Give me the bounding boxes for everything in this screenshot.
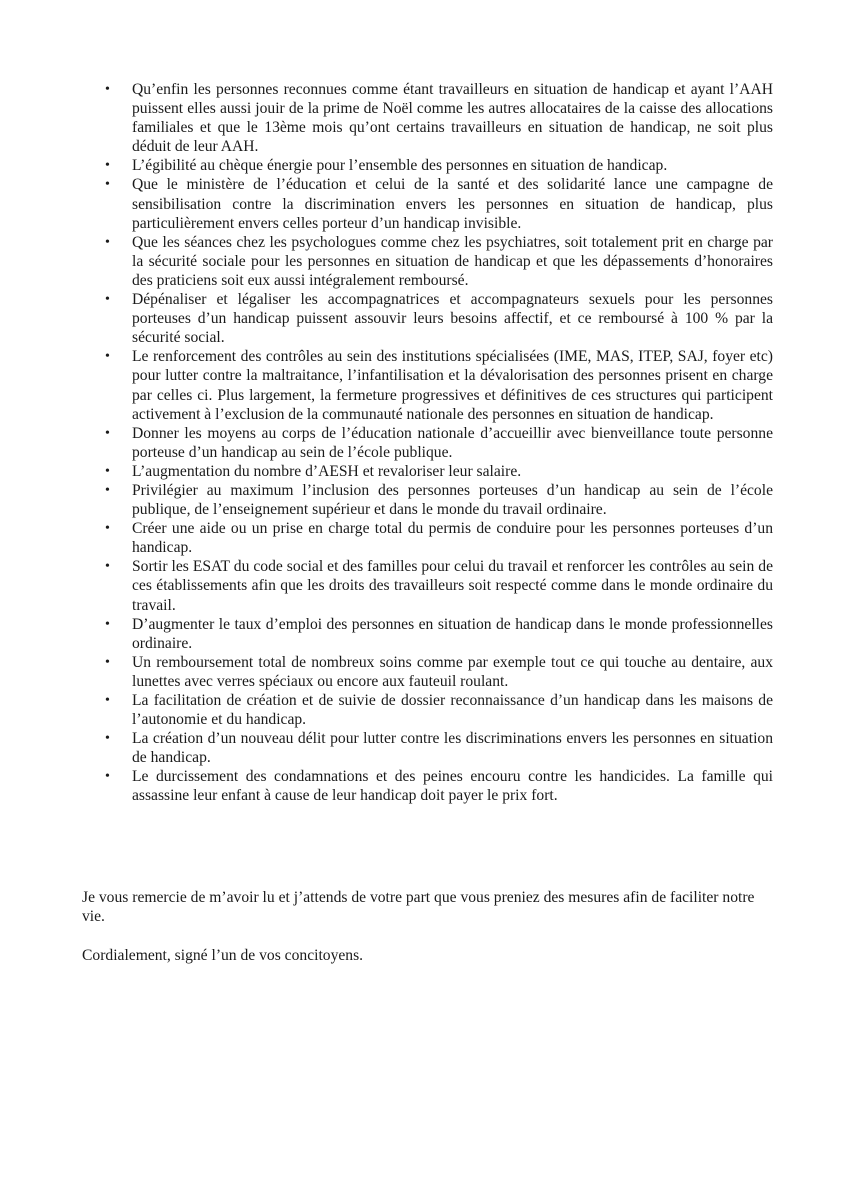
list-item-text: Que les séances chez les psychologues comme chez les psychiatres, soit totalement prit en charge par la sécurité sociale pour les personnes en situation de handicap et que les dépassements d’honoraires des praticiens soit eux aussi intégralement remboursé. (132, 233, 773, 289)
bullet-icon: • (105, 177, 110, 193)
list-item-text: Qu’enfin les personnes reconnues comme étant travailleurs en situation de handicap et ayant l’AAH puissent elles aussi jouir de la prime de Noël comme les autres allocataires de la caisse des allocations familiales et que le 13ème mois qu’ont certains travailleurs en situation de handicap, ne soit plus déduit de leur AAH. (132, 81, 773, 156)
list-item (105, 519, 773, 557)
list-item (105, 615, 773, 653)
list-item-text: La création d’un nouveau délit pour lutter contre les discriminations envers les personnes en situation de handicap. (132, 730, 773, 767)
list-item-text: Le renforcement des contrôles au sein des institutions spécialisées (IME, MAS, ITEP, SAJ, foyer etc) pour lutter contre la maltraitance, l’infantilisation et la dévalorisation des personnes prisent en charge par celles ci. Plus largement, la fermeture progressives et définitives de ces structures qui participent activement à l’exclusion de la communauté nationale des personnes en situation de handicap. (132, 348, 773, 423)
list-item (105, 767, 773, 805)
list-item-text: Donner les moyens au corps de l’éducation nationale d’accueillir avec bienveillance toute personne porteuse d’un handicap au sein de l’école publique. (132, 424, 773, 461)
list-item-text: L’égibilité au chèque énergie pour l’ensemble des personnes en situation de handicap. (132, 157, 668, 175)
list-item-text: Le durcissement des condamnations et des peines encouru contre les handicides. La famille qui assassine leur enfant à cause de leur handicap doit payer le prix fort. (132, 768, 773, 805)
bullet-icon: • (105, 425, 110, 441)
closing-signature-paragraph: Cordialement, signé l’un de vos concitoyens. (82, 947, 364, 964)
list-item (105, 233, 773, 290)
list-item (105, 557, 773, 614)
list-item-text: Un remboursement total de nombreux soins comme par exemple tout ce qui touche au dentaire, aux lunettes avec verres spéciaux ou encore aux fauteuil roulant. (132, 653, 773, 690)
list-item (105, 462, 773, 481)
bullet-icon: • (105, 463, 110, 479)
bullet-icon: • (105, 693, 110, 708)
list-item-text: L’augmentation du nombre d’AESH et revaloriser leur salaire. (132, 462, 522, 480)
list-item (105, 347, 773, 423)
list-item-text: La facilitation de création et de suivie de dossier reconnaissance d’un handicap dans les maisons de l’autonomie et du handicap. (132, 692, 773, 729)
bullet-icon: • (105, 482, 110, 498)
list-item-text: D’augmenter le taux d’emploi des personnes en situation de handicap dans le monde professionnelles ordinaire. (132, 615, 773, 652)
bullet-icon: • (105, 616, 110, 632)
bullet-icon: • (105, 559, 110, 575)
list-item (105, 156, 773, 175)
list-item (105, 481, 773, 519)
closing-thanks-paragraph: Je vous remercie de m’avoir lu et j’attends de votre part que vous preniez des mesures afin de faciliter notre vie. (82, 889, 755, 926)
list-item (105, 80, 773, 156)
list-item (105, 424, 773, 462)
bullet-icon: • (105, 654, 110, 670)
bullet-icon: • (105, 731, 110, 747)
bullet-icon: • (105, 234, 110, 250)
bullet-icon: • (105, 349, 110, 365)
bullet-icon: • (105, 158, 110, 174)
list-item-text: Privilégier au maximum l’inclusion des personnes porteuses d’un handicap au sein de l’école publique, de l’enseignement supérieur et dans le monde du travail ordinaire. (132, 481, 773, 519)
list-item (105, 175, 773, 232)
list-item-text: Sortir les ESAT du code social et des familles pour celui du travail et renforcer les contrôles au sein de ces établissements afin que les droits des travailleurs soit respecté comme dans le monde ordinaire du travail. (132, 558, 773, 614)
list-item-text: Que le ministère de l’éducation et celui de la santé et des solidarité lance une campagne de sensibilisation contre la discrimination envers les personnes en situation de handicap, plus particulièrement envers celles porteur d’un handicap invisible. (132, 176, 773, 232)
list-item (105, 290, 773, 347)
list-item (105, 729, 773, 767)
list-item-text: Dépénaliser et légaliser les accompagnatrices et accompagnateurs sexuels pour les personnes porteuses d’un handicap puissent assouvir leurs besoins affectif, et ce remboursé à 100 % par la sécurité social. (132, 291, 773, 347)
list-item (105, 691, 773, 729)
list-item (105, 653, 773, 691)
bullet-icon: • (105, 521, 110, 537)
bullet-icon: • (105, 82, 110, 97)
bullet-icon: • (105, 769, 110, 785)
demands-list (105, 80, 773, 806)
list-item-text: Créer une aide ou un prise en charge total du permis de conduire pour les personnes porteuses d’un handicap. (132, 520, 773, 557)
bullet-icon: • (105, 292, 110, 308)
